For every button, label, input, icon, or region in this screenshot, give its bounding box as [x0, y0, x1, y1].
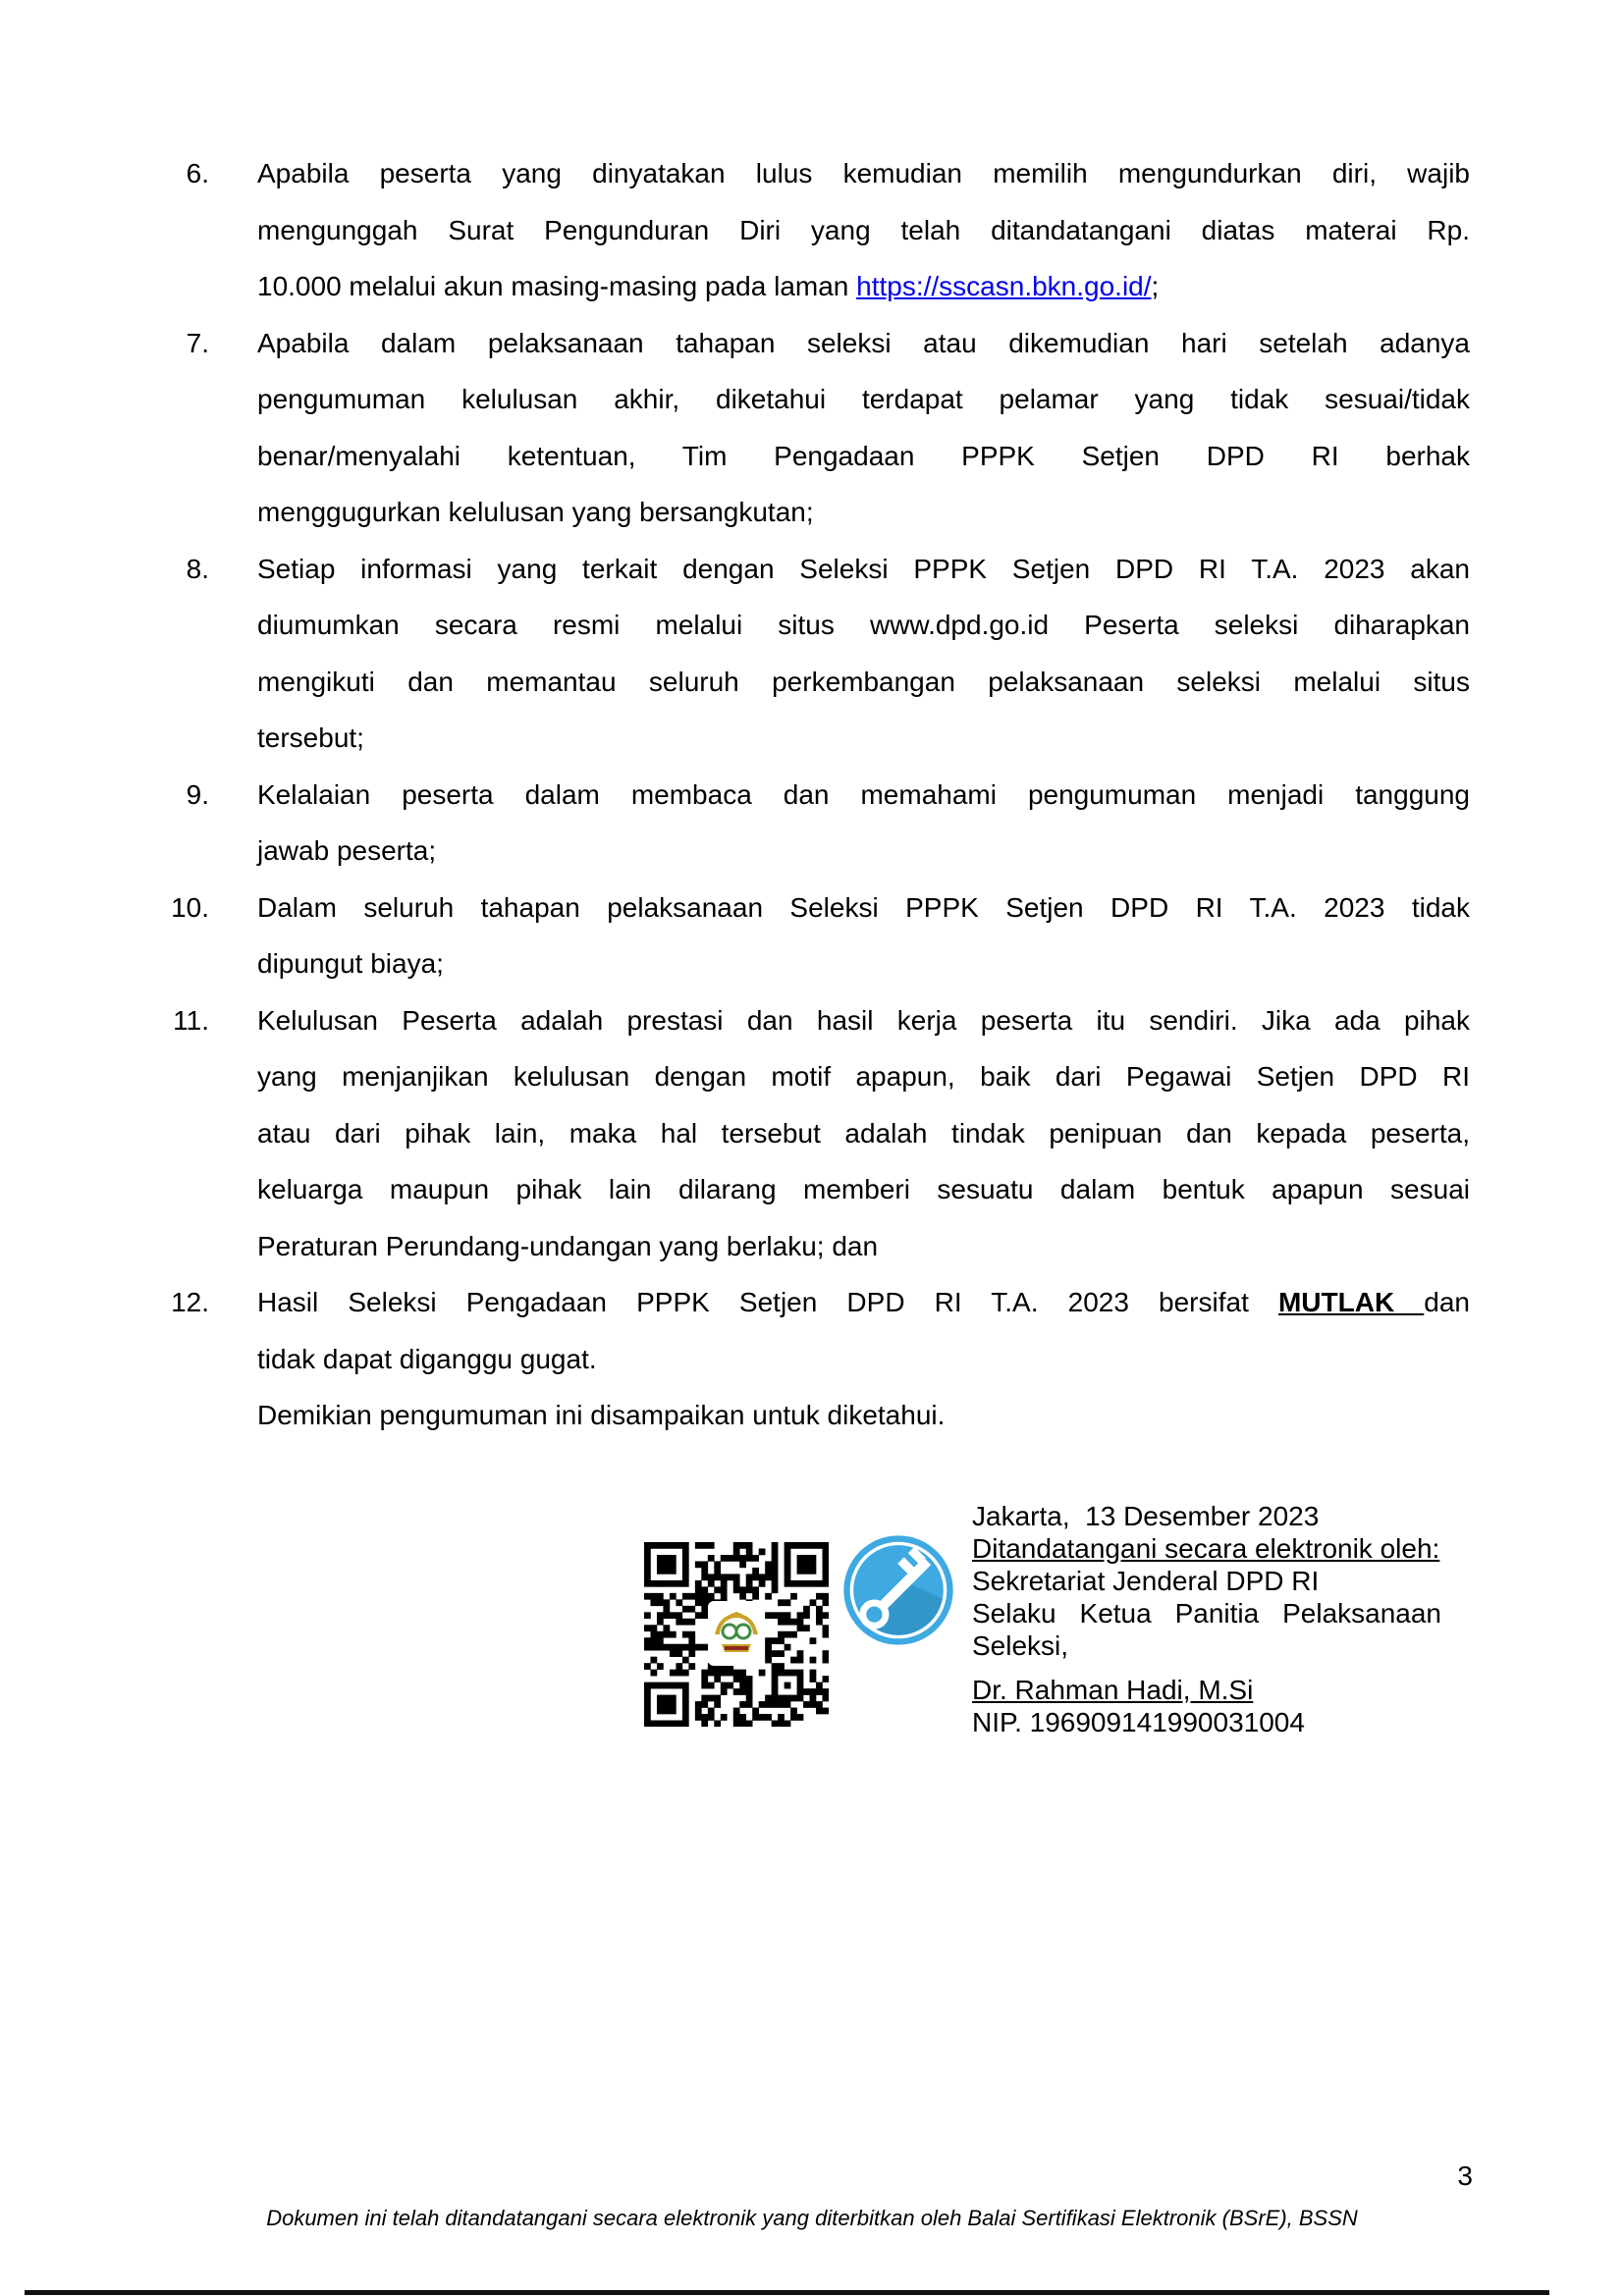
list-item-line: Apabila peserta yang dinyatakan lulus kemudian memilih mengundurkan diri, wajib [257, 158, 1470, 188]
list-item-line: benar/menyalahi ketentuan, Tim Pengadaan PPPK Setjen DPD RI berhak [257, 440, 1470, 471]
list-item-line [257, 1274, 1470, 1331]
signature-place-date: Jakarta, 13 Desember 2023 [972, 1501, 1320, 1531]
list-item-number: 6. [186, 158, 209, 188]
list-item-line: Apabila dalam pelaksanaan tahapan seleksi atau dikemudian hari setelah adanya [257, 327, 1470, 358]
dpd-emblem-icon [708, 1601, 765, 1666]
list-item-line: tersebut; [257, 722, 364, 753]
list-item-line: tidak dapat diganggu gugat. [257, 1343, 597, 1374]
list-item-line: mengikuti dan memantau seluruh perkembangan pelaksanaan seleksi melalui situs [257, 666, 1470, 697]
list-item-line: Kelalaian peserta dalam membaca dan memahami pengumuman menjadi tanggung [257, 778, 1470, 810]
list-item-line: diumumkan secara resmi melalui situs www.dpd.go.id Peserta seleksi diharapkan [257, 610, 1470, 640]
sscasn-link[interactable]: https://sscasn.bkn.go.id/ [856, 271, 1152, 301]
list-item-line: yang menjanjikan kelulusan dengan motif apapun, baik dari Pegawai Setjen DPD RI [257, 1061, 1470, 1092]
signature-role-line1: Selaku Ketua Panitia Pelaksanaan [972, 1598, 1441, 1629]
list-item-number: 12. [171, 1287, 209, 1317]
signature-signed-by-label: Ditandatangani secara elektronik oleh: [972, 1533, 1440, 1564]
signature-role-line2: Seleksi, [972, 1630, 1069, 1661]
signature-org: Sekretariat Jenderal DPD RI [972, 1566, 1320, 1596]
list-item-line: Peraturan Perundang-undangan yang berlaku; dan [257, 1230, 879, 1261]
signature-signer-name: Dr. Rahman Hadi, M.Si [972, 1675, 1254, 1705]
qr-code [644, 1542, 829, 1727]
text-segment: 10.000 melalui akun masing-masing pada laman [257, 271, 857, 301]
list-item-line: mengunggah Surat Pengunduran Diri yang telah ditandatangani diatas materai Rp. [257, 214, 1470, 245]
list-item [165, 541, 1473, 767]
footer-note: Dokumen ini telah ditandatangani secara elektronik yang diterbitkan oleh Balai Sertifikasi Elektronik (BSrE), BSSN [266, 2206, 1358, 2230]
list-item-line: jawab peserta; [257, 835, 437, 866]
list-item [165, 992, 1473, 1275]
list-item [165, 767, 1473, 880]
text-segment: Hasil Seleksi Pengadaan PPPK Setjen DPD RI T.A. 2023 bersifat [257, 1287, 1278, 1317]
list-item-number [165, 1387, 209, 1444]
list-item-line [257, 258, 1470, 315]
text-segment: dan [1424, 1287, 1470, 1317]
signature-block [972, 1500, 1441, 1738]
list-item [165, 1387, 1473, 1444]
page-number: 3 [1457, 2161, 1473, 2191]
emphasis-mutlak: MUTLAK [1277, 1287, 1425, 1317]
list-item-number: 11. [173, 1004, 209, 1036]
list-item-line: Setiap informasi yang terkait dengan Seleksi PPPK Setjen DPD RI T.A. 2023 akan [257, 553, 1470, 584]
list-item [165, 1274, 1473, 1387]
list-item-line: menggugurkan kelulusan yang bersangkutan; [257, 497, 814, 527]
text-segment: ; [1151, 271, 1160, 301]
bsre-key-logo-icon [841, 1533, 955, 1647]
list-item-line: keluarga maupun pihak lain dilarang memberi sesuatu dalam bentuk apapun sesuai [257, 1174, 1470, 1204]
list-item [165, 880, 1473, 992]
list-item-number: 9. [186, 778, 209, 810]
list-item-line: Kelulusan Peserta adalah prestasi dan hasil kerja peserta itu sendiri. Jika ada pihak [257, 1004, 1470, 1036]
list-item-line: Dalam seluruh tahapan pelaksanaan Seleksi PPPK Setjen DPD RI T.A. 2023 tidak [257, 891, 1470, 923]
list-item [165, 315, 1473, 541]
list-item-line: Demikian pengumuman ini disampaikan untuk diketahui. [257, 1400, 946, 1430]
list-item-number: 10. [171, 891, 209, 923]
signature-signer-nip: NIP. 196909141990031004 [972, 1707, 1305, 1737]
list-item-number: 8. [186, 553, 209, 584]
list-item-line: pengumuman kelulusan akhir, diketahui terdapat pelamar yang tidak sesuai/tidak [257, 384, 1470, 414]
list-item-line: atau dari pihak lain, maka hal tersebut adalah tindak penipuan dan kepada peserta, [257, 1117, 1470, 1148]
page-bottom-divider [25, 2290, 1549, 2295]
list-item-number: 7. [186, 327, 209, 358]
list-item [165, 145, 1473, 315]
numbered-list [165, 145, 1473, 1444]
list-item-line: dipungut biaya; [257, 948, 444, 979]
